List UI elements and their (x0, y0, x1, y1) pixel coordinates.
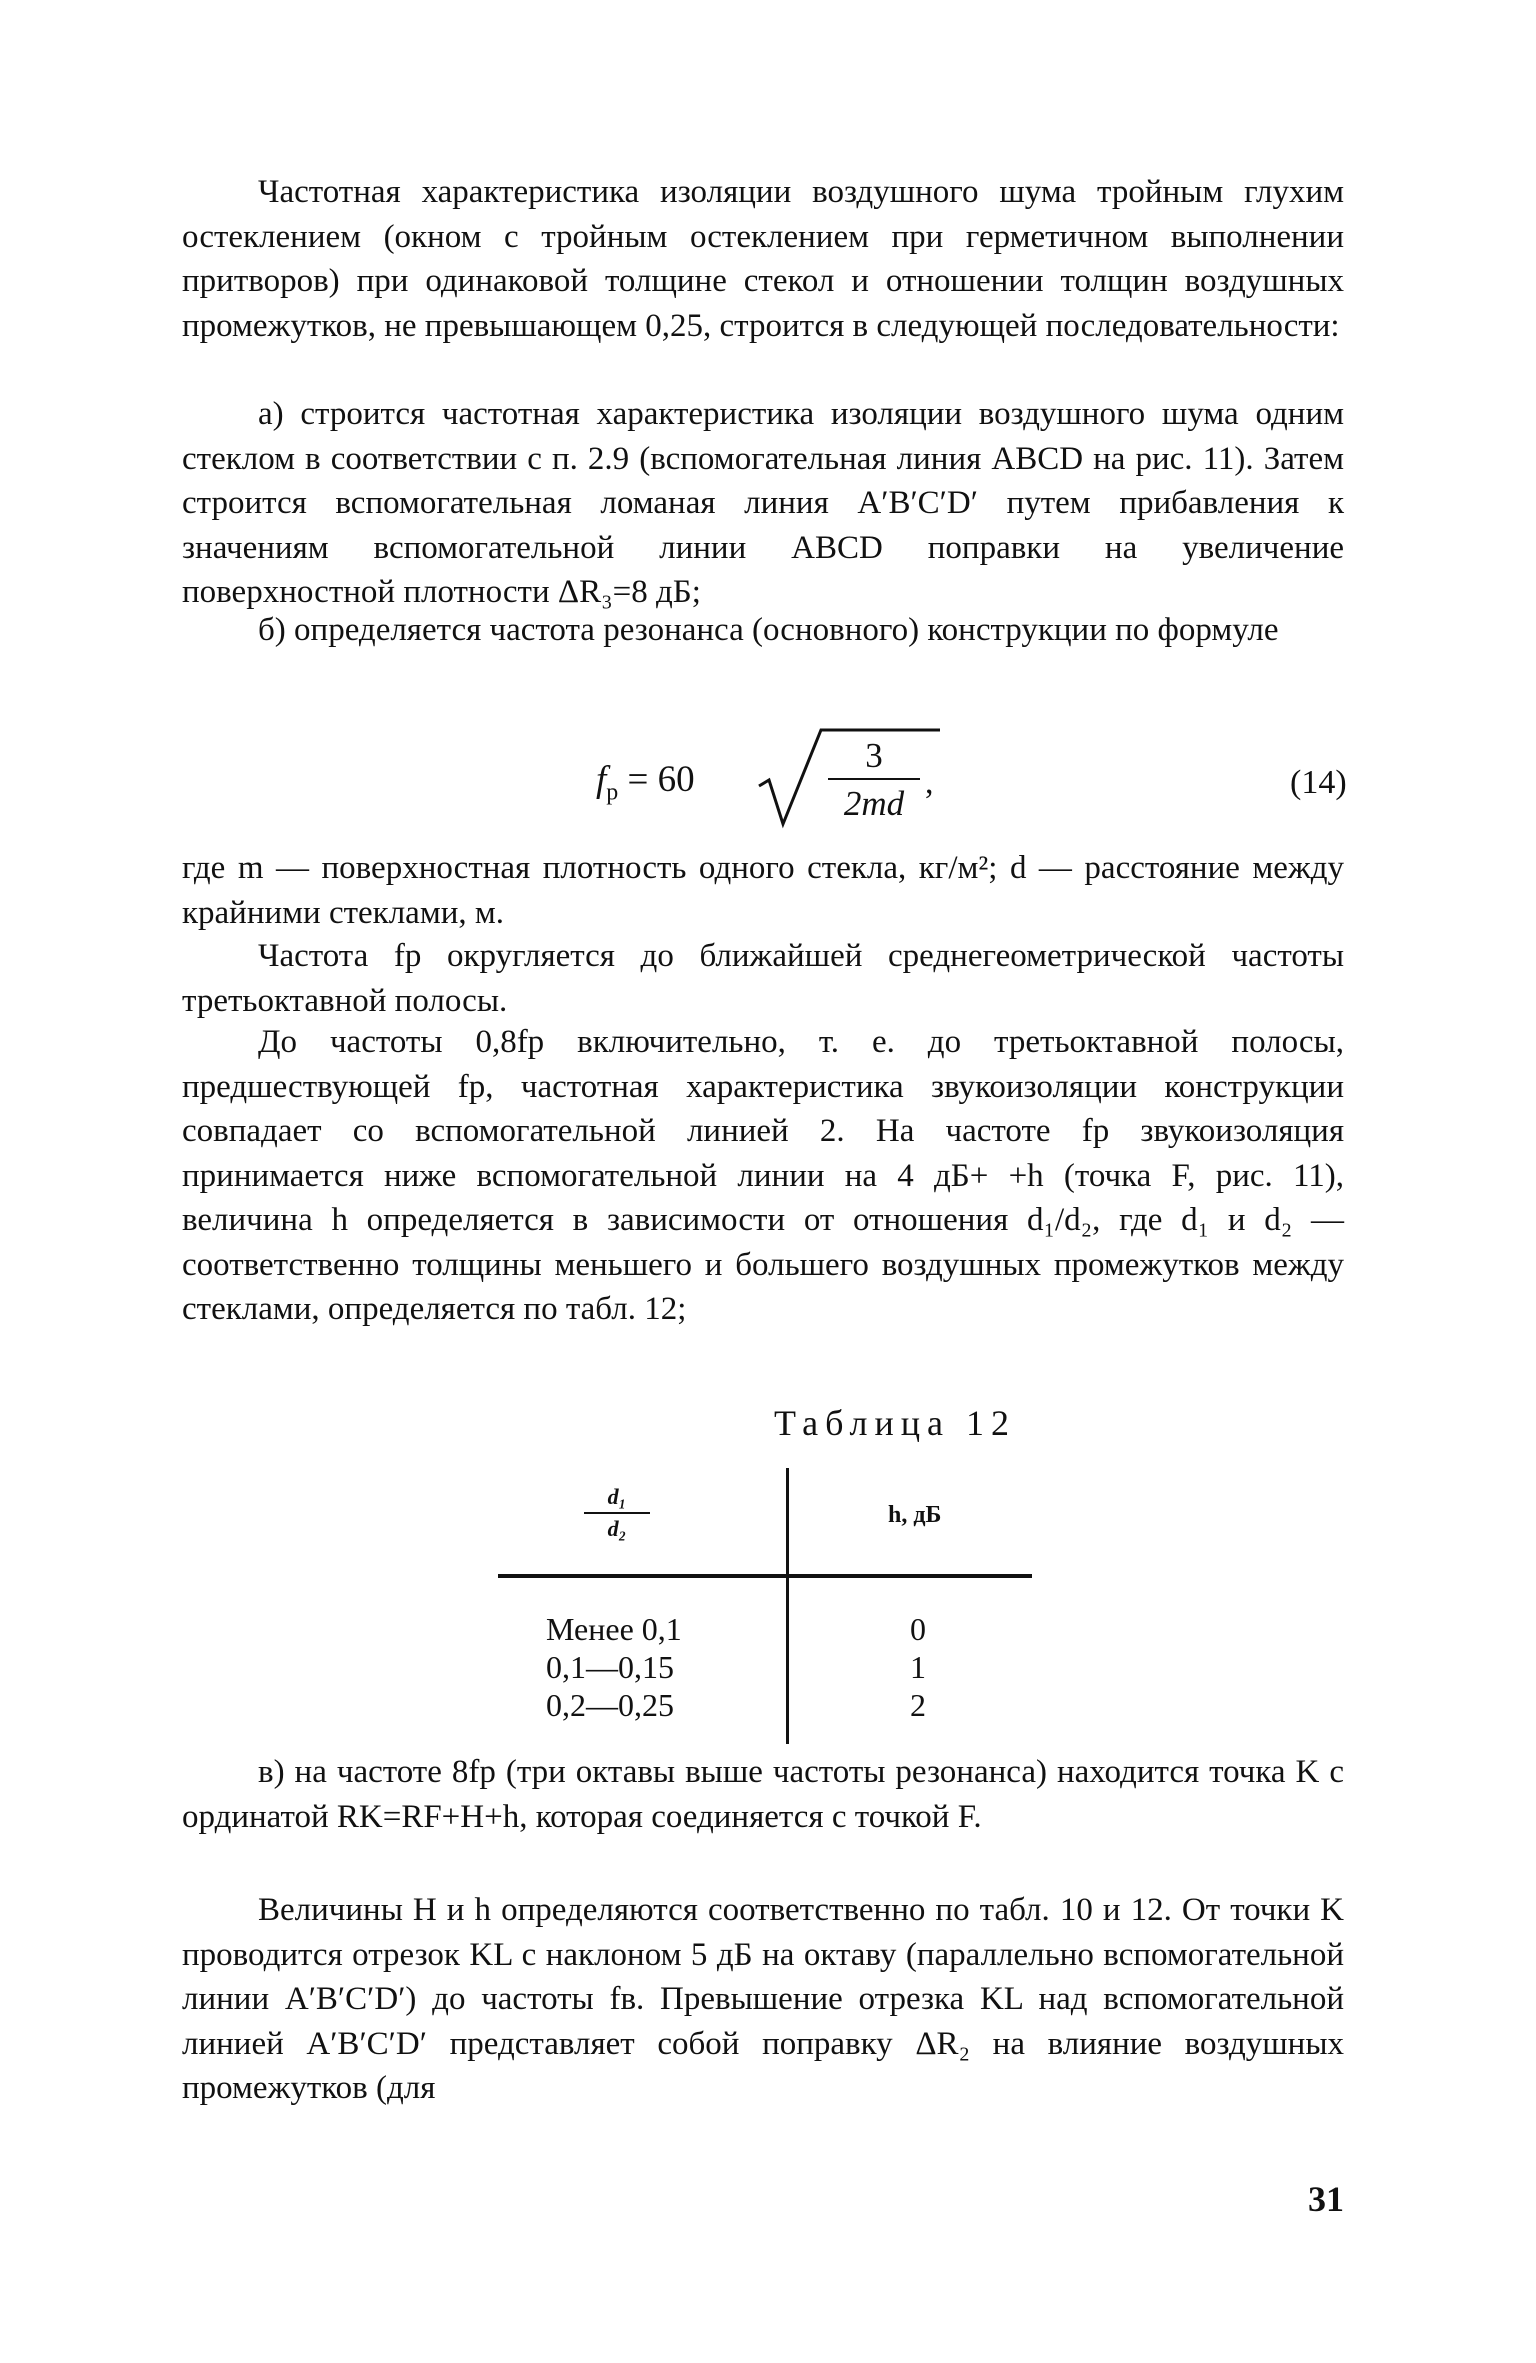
table-row-ratio: Менее 0,1 (546, 1611, 682, 1647)
header-ratio-numerator: d₁ (607, 1484, 627, 1509)
table-column-divider (786, 1468, 789, 1744)
header-ratio (584, 1482, 650, 1544)
header-h-db: h, дБ (888, 1502, 942, 1528)
table-12 (498, 1468, 1032, 1744)
paragraph-where: где m — поверхностная плотность одного стекла, кг/м²; d — расстояние между крайними стеклами, м. (182, 850, 1344, 931)
paragraph-below-resonance: До частоты 0,8fр включительно, т. е. до третьоктавной полосы, предшествующей fр, частотная характеристика звукоизоляции конструкции совпадает со вспомогательной линией 2. На частоте fр звукоизоляция принимается ниже вспомогательной линии на 4 дБ+ +h (точка F, рис. 11), величина h определяется в зависимости от отношения d₁/d₂, где d₁ и d₂ — соответственно толщины меньшего и большего воздушных промежутков между стеклами, определяется по табл. 12; (182, 1024, 1344, 1327)
table-header-rule (498, 1574, 1032, 1578)
formula-f-subscript: р (606, 779, 619, 806)
paragraph-step-b: б) определяется частота резонанса (основного) конструкции по формуле (258, 612, 1279, 648)
formula-comma: , (925, 764, 934, 801)
formula-f-symbol: f (596, 759, 607, 800)
header-ratio-denominator: d₂ (584, 1512, 650, 1544)
paragraph-intro: Частотная характеристика изоляции воздушного шума тройным глухим остеклением (окном с тройным остеклением при герметичном выполнении притворов) при одинаковой толщине стекол и отношении толщин воздушных промежутков, не превышающем 0,25, строится в следующей последовательности: (182, 174, 1344, 344)
table-row-ratio: 0,1—0,15 (546, 1649, 674, 1685)
paragraph-rounding: Частота fр округляется до ближайшей среднегеометрической частоты третьоктавной полосы. (182, 938, 1344, 1019)
paragraph-step-v: в) на частоте 8fр (три октавы выше частоты резонанса) находится точка K с ординатой RK=RF+H+h, которая соединяется с точкой F. (182, 1754, 1344, 1835)
table-row-h: 1 (910, 1649, 926, 1685)
table-caption: Таблица 12 (774, 1403, 1016, 1443)
formula-14 (0, 724, 1536, 844)
ratio-column (546, 1610, 682, 1724)
formula-denominator: 2md (828, 778, 920, 828)
paragraph-kl-segment: Величины H и h определяются соответственно по табл. 10 и 12. От точки K проводится отрезок KL с наклоном 5 дБ на октаву (параллельно вспомогательной линии A′B′C′D′) до частоты fв. Превышение отрезка KL над вспомогательной линией A′B′C′D′ представляет собой поправку ΔR₂ на влияние воздушных промежутков (для (182, 1892, 1344, 2106)
formula-number: (14) (1290, 764, 1347, 801)
formula-numerator: 3 (865, 736, 883, 775)
table-row-h: 0 (910, 1611, 926, 1647)
h-column (910, 1610, 926, 1724)
table-row-h: 2 (910, 1687, 926, 1723)
table-row-ratio: 0,2—0,25 (546, 1687, 674, 1723)
formula-equals-constant: = 60 (627, 759, 695, 800)
page-number: 31 (1308, 2179, 1344, 2219)
paragraph-step-a: а) строится частотная характеристика изоляции воздушного шума одним стеклом в соответствии с п. 2.9 (вспомогательная линия ABCD на рис. 11). Затем строится вспомогательная ломаная линия A′B′C′D′ путем прибавления к значениям вспомогательной линии ABCD поправки на увеличение поверхностной плотности ΔR₃=8 дБ; (182, 396, 1344, 610)
formula-lhs (596, 758, 695, 806)
formula-fraction (828, 734, 920, 828)
